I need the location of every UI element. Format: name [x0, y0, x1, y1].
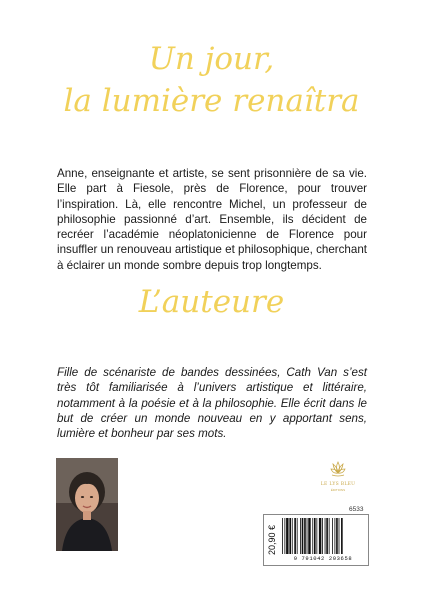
title-line-2: la lumière renaîtra — [63, 83, 360, 119]
product-code: 6533 — [349, 506, 364, 513]
author-bio: Fille de scénariste de bandes dessinées, Cath Van s’est très tôt familiarisée à l’univers artistique et littéraire, notamment à la poésie et à la philosophie. Elle écrit dans le but de créer un monde nouveau en y apportant sens, lumière et bonheur par ses mots. — [57, 366, 367, 441]
price-text: 20,90 € — [267, 524, 277, 556]
lotus-icon — [328, 460, 348, 480]
book-title — [0, 38, 423, 122]
author-photo — [56, 458, 118, 551]
author-heading: L’auteure — [138, 284, 285, 320]
title-line-1: Un jour, — [148, 41, 275, 77]
barcode — [281, 518, 365, 554]
price-label — [266, 515, 278, 565]
barcode-box — [263, 514, 369, 566]
isbn-text: 9 791042 203658 — [293, 555, 353, 562]
publisher-name: LE LYS BLEU — [320, 482, 356, 487]
synopsis-text: Anne, enseignante et artiste, se sent prisonnière de sa vie. Elle part à Fiesole, près de Florence, pour trouver l’inspiration. Là, elle rencontre Michel, un professeur de philosophie passionné d’art. Ensemble, ils décident de recréer l’académie néoplatonicienne de Florence pour insuffler un renouveau artistique et philosophique, cherchant à éclairer un monde sombre depuis trop longtemps. — [57, 167, 367, 272]
portrait-image — [56, 458, 118, 551]
publisher-logo — [318, 460, 358, 504]
publisher-subtitle: ÉDITIONS — [330, 488, 346, 492]
